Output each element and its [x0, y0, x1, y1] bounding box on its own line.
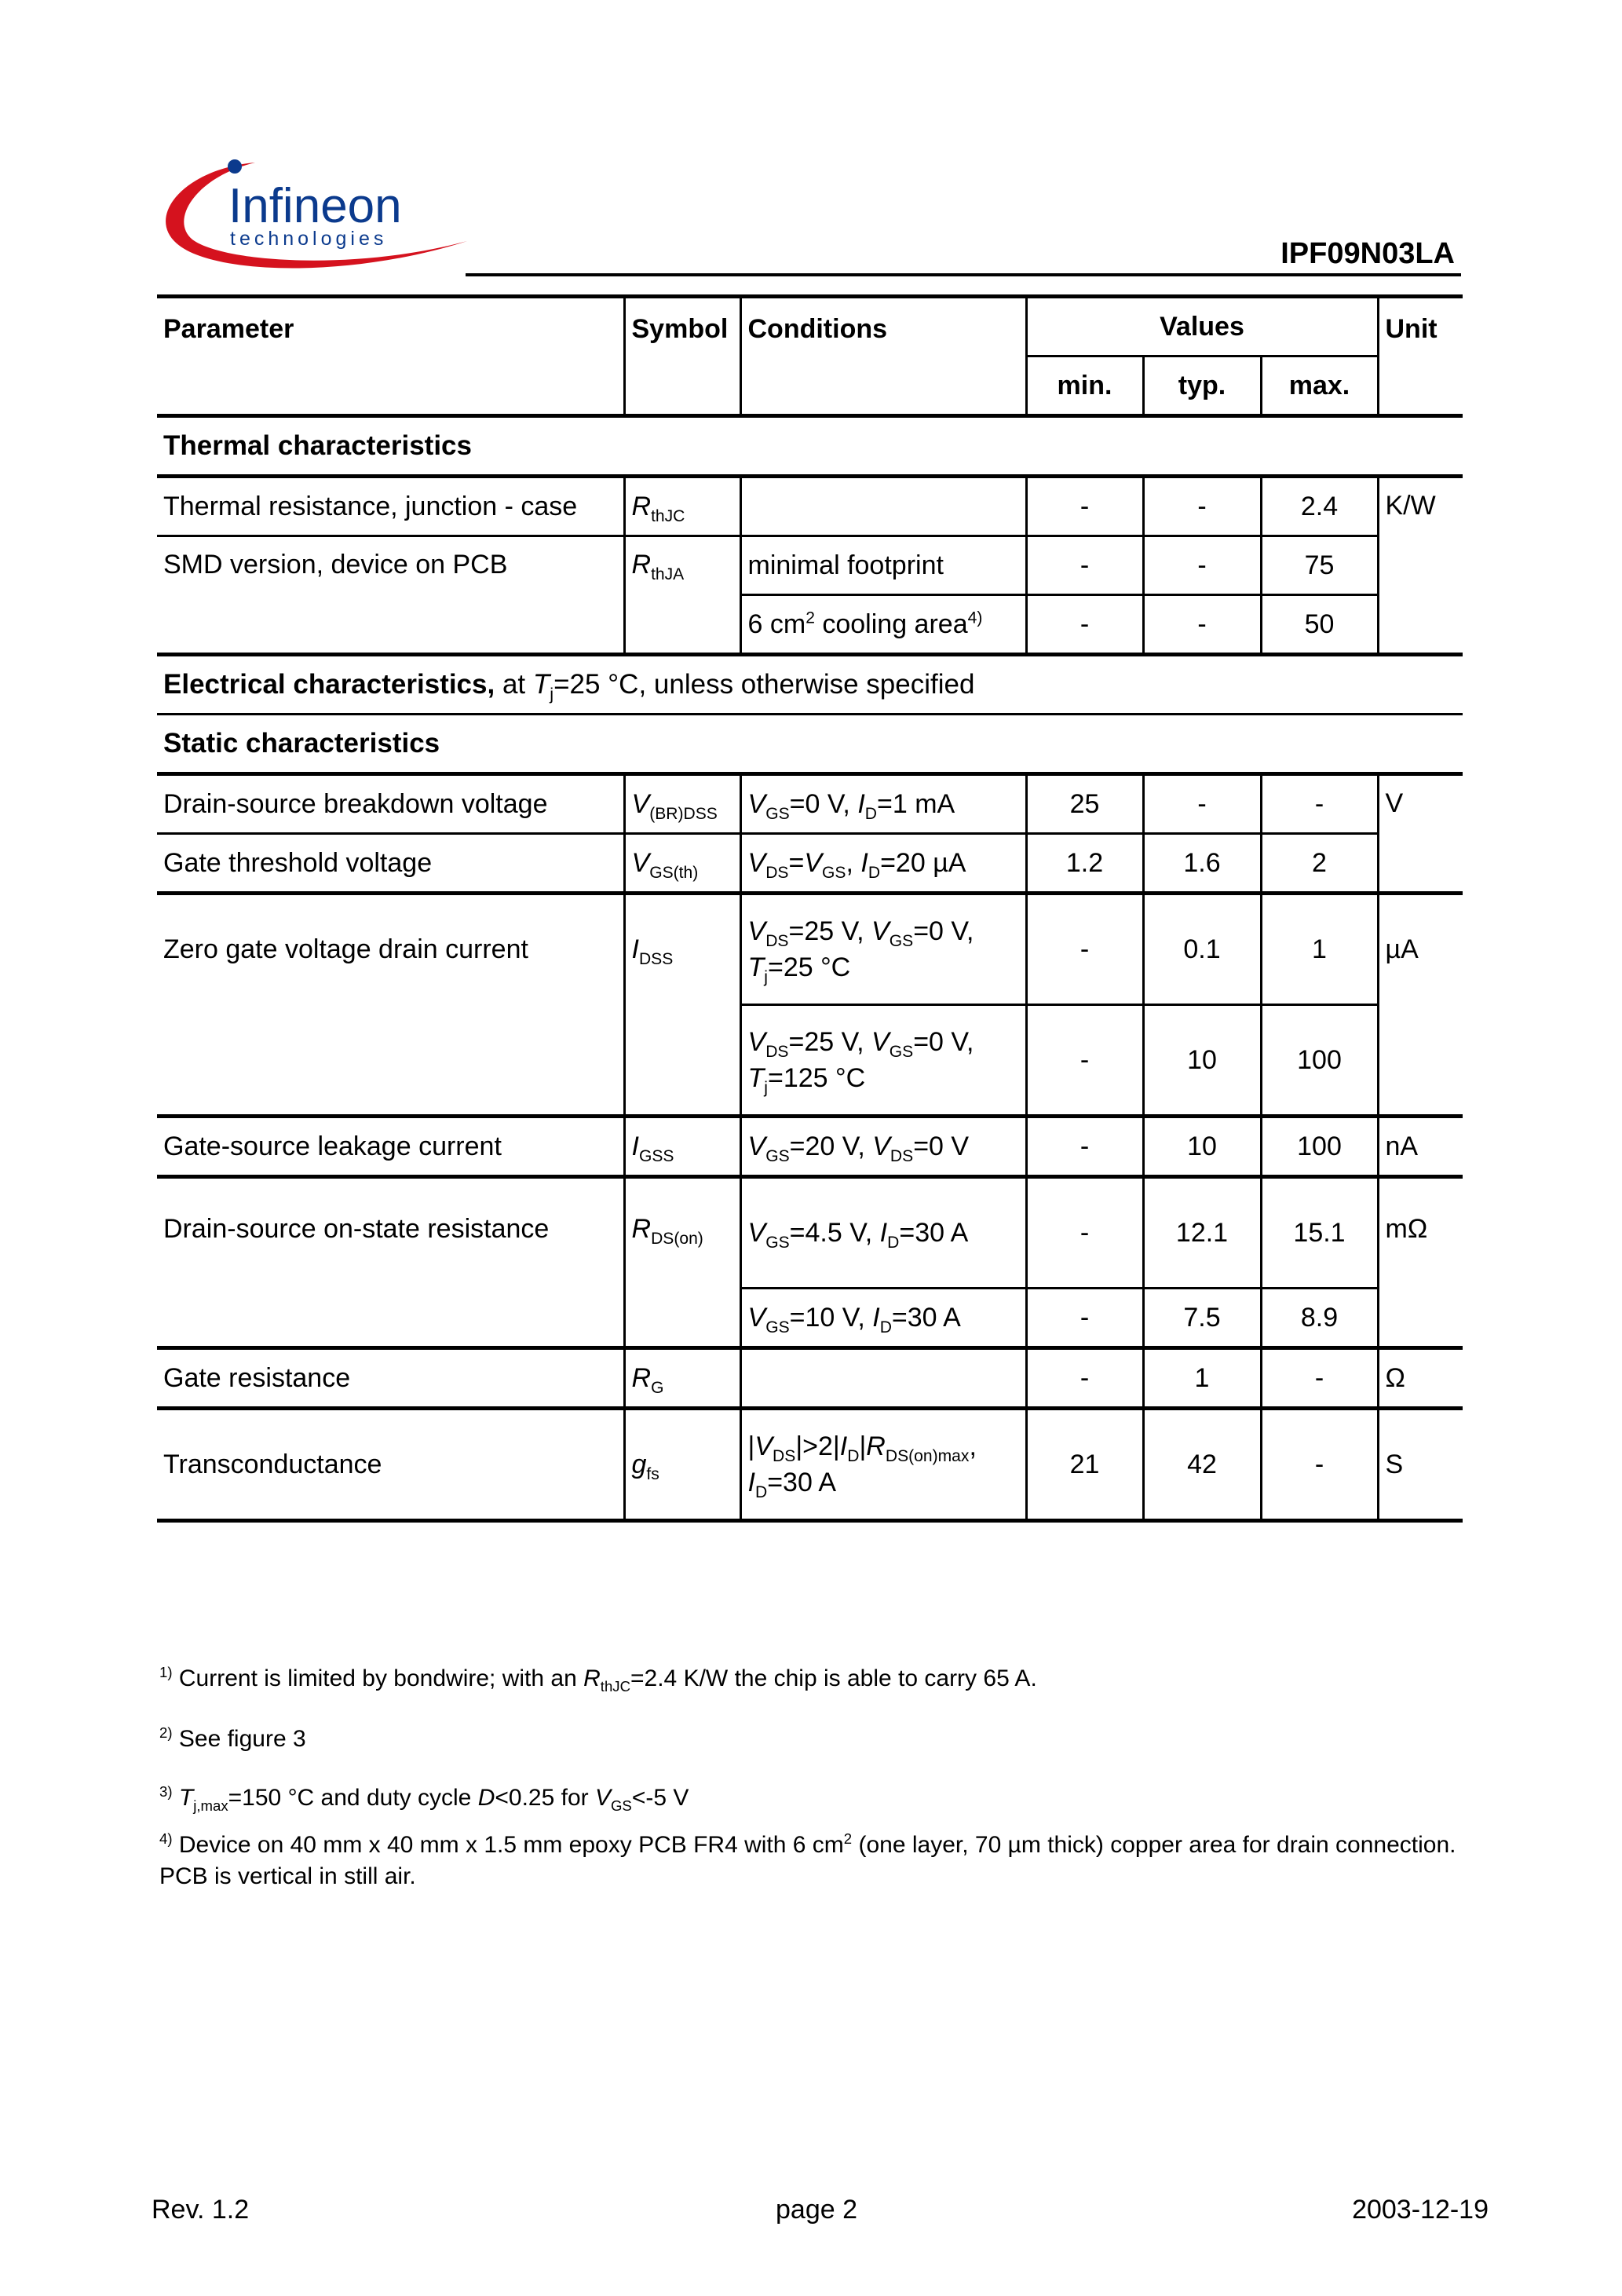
- table-row: $V_{DS}=25$ V, $V_{GS}=0$ V, $T_j=125$ °C - 10 100: [157, 1005, 1463, 1117]
- table-row: Gate threshold voltage $V_{GS(th)}$ $V_{DS}=V_{GS}$, $I_D=20$ µA 1.2 1.6 2: [157, 834, 1463, 894]
- col-min: min.: [1026, 356, 1143, 416]
- table-row: SMD version, device on PCB $R_{thJA}$ minimal footprint - - 75: [157, 536, 1463, 595]
- thermal-title: Thermal characteristics: [163, 430, 472, 461]
- electrical-title: Electrical characteristics, at $T_j=25$ °C, unless otherwise specified: [163, 669, 975, 704]
- header-rule: [466, 273, 1461, 276]
- col-unit: Unit: [1378, 297, 1463, 416]
- footer-page: page 2: [776, 2195, 857, 2225]
- col-typ: typ.: [1143, 356, 1261, 416]
- col-max: max.: [1261, 356, 1378, 416]
- col-values: Values: [1026, 297, 1378, 356]
- table-row: Drain-source on-state resistance $R_{DS(on)}$ $V_{GS}=4.5$ V, $I_D=30$ A - 12.1 15.1 mΩ: [157, 1177, 1463, 1289]
- characteristics-table: [157, 294, 1463, 1523]
- table-row: Gate resistance $R_G$ - 1 - Ω: [157, 1348, 1463, 1409]
- table-row: Drain-source breakdown voltage $V_{(BR)DSS}$ $V_{GS}=0$ V, $I_D=1$ mA 25 - - V: [157, 774, 1463, 834]
- part-number: IPF09N03LA: [1280, 237, 1455, 270]
- logo-wordmark: Infineon: [228, 179, 402, 233]
- footnote-2: $^{2)}$ See figure 3: [159, 1724, 306, 1752]
- col-symbol: Symbol: [624, 297, 740, 416]
- table-row: Transconductance $g_{fs}$ $|V_{DS}|>2|I_D|R_{DS(on)max}$, $I_D=30$ A 21 42 - S: [157, 1409, 1463, 1521]
- footer-revision: Rev. 1.2: [152, 2195, 250, 2225]
- col-parameter: Parameter: [163, 314, 294, 344]
- static-title: Static characteristics: [163, 728, 440, 759]
- table-row: Gate-source leakage current $I_{GSS}$ $V_{GS}=20$ V, $V_{DS}=0$ V - 10 100 nA: [157, 1117, 1463, 1177]
- table-row: Thermal resistance, junction - case $R_{thJC}$ - - 2.4 K/W: [157, 477, 1463, 536]
- table-row: Zero gate voltage drain current $I_{DSS}$ $V_{DS}=25$ V, $V_{GS}=0$ V, $T_j=25$ °C - 0.1 1 µA: [157, 894, 1463, 1005]
- table-row: 6 $cm^2$ cooling area$^{4)}$ - - 50: [157, 595, 1463, 655]
- footnote-1: $^{1)}$ Current is limited by bondwire; with an $R_{thJC}=2.4$ K/W the chip is able to carry 65 A.: [159, 1664, 1037, 1695]
- footnote-3: $^{3)}$ $T_{j,max}=150$ °C and duty cycle D<0.25 for $V_{GS}<-5$ V: [159, 1783, 689, 1814]
- logo-tagline: technologies: [230, 228, 388, 250]
- footnote-4: $^{4)}$ Device on 40 mm x 40 mm x 1.5 mm epoxy PCB FR4 with 6 $cm^2$ (one layer, 70 µm thick) copper area for drain connection. PCB is vertical in still air.: [159, 1830, 1456, 1889]
- footer-date: 2003-12-19: [1352, 2195, 1489, 2225]
- table-row: $V_{GS}=10$ V, $I_D=30$ A - 7.5 8.9: [157, 1289, 1463, 1348]
- col-conditions: Conditions: [740, 297, 1026, 416]
- infineon-logo: [153, 153, 475, 287]
